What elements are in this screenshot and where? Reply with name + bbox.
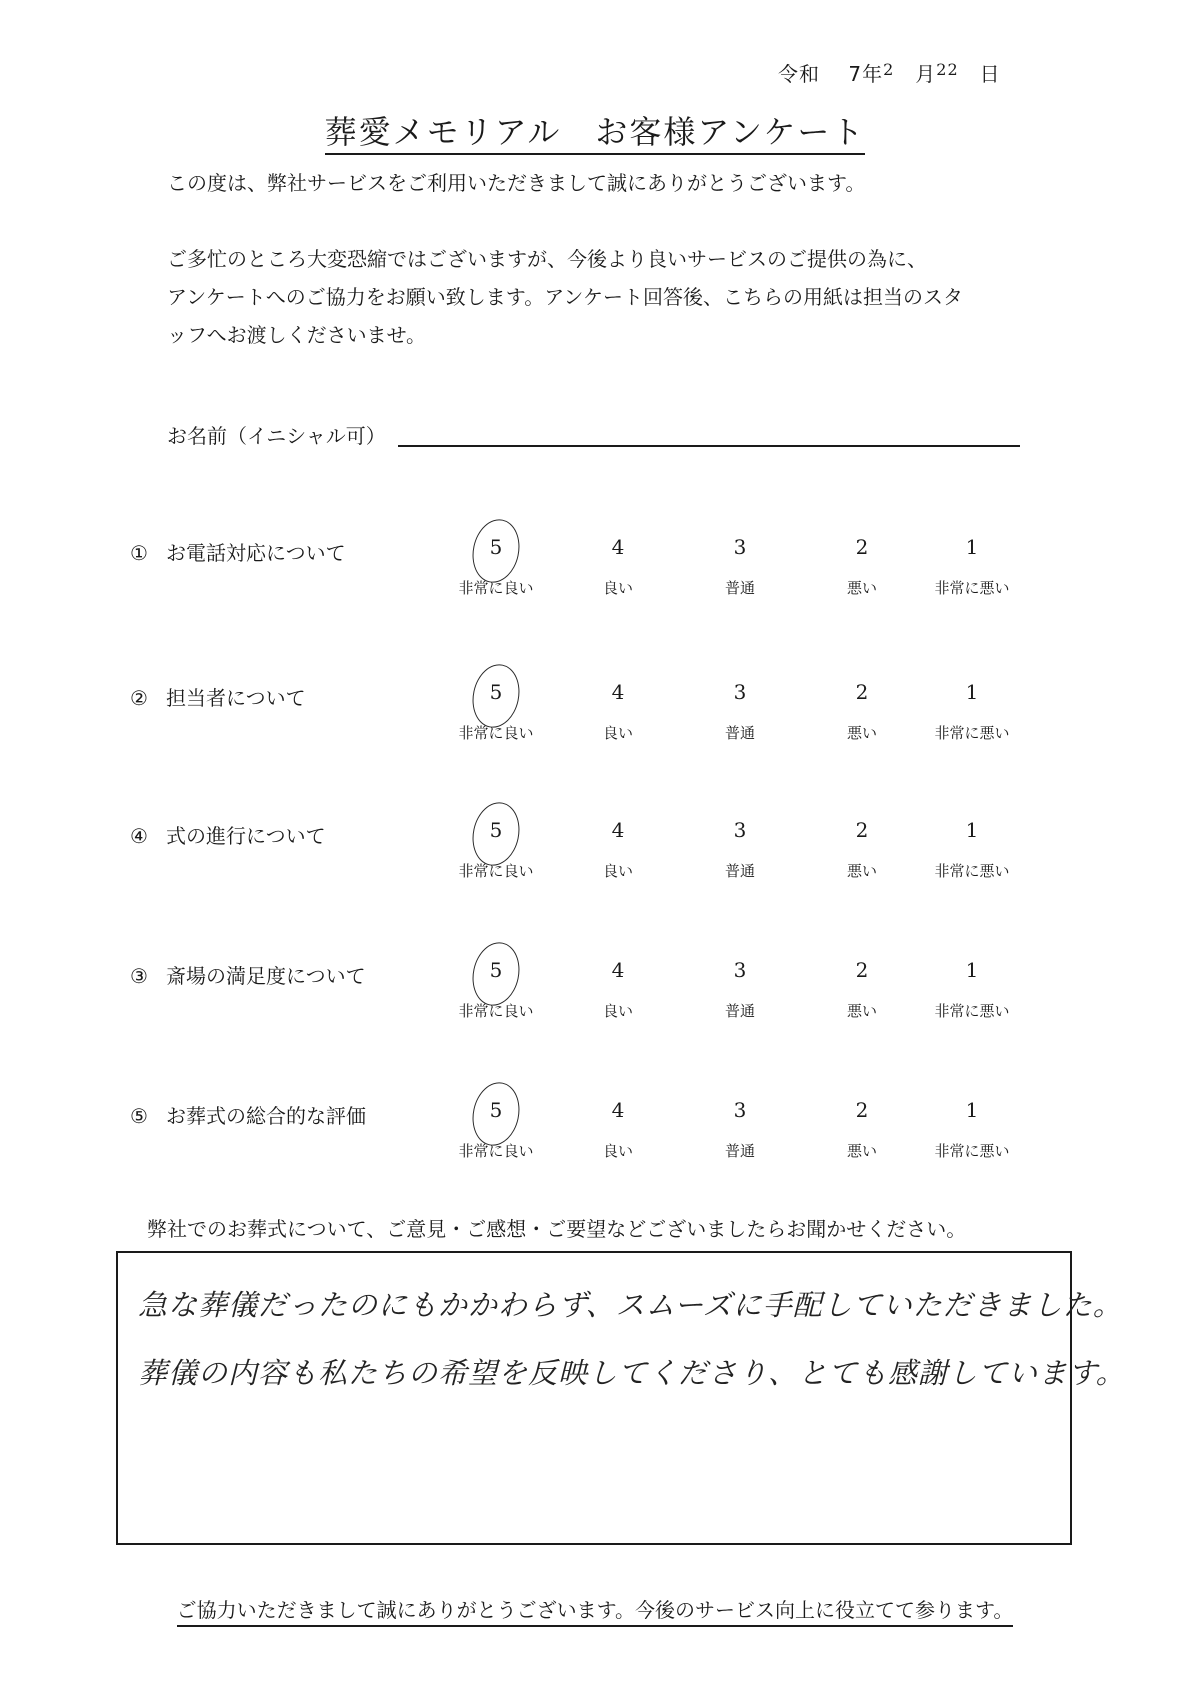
rating-caption: 非常に悪い: [934, 1002, 1010, 1020]
rating-option-2[interactable]: 2: [855, 958, 869, 982]
rating-caption: 良い: [602, 724, 633, 742]
question-label: [130, 960, 366, 989]
rating-option-1[interactable]: 1: [965, 535, 979, 559]
rating-caption: 普通: [724, 724, 755, 742]
rating-caption: 非常に悪い: [934, 862, 1010, 880]
rating-option-2[interactable]: 2: [855, 535, 869, 559]
rating-option-3[interactable]: 3: [733, 958, 747, 982]
intro-request: [167, 240, 963, 354]
rating-option-1[interactable]: 1: [965, 958, 979, 982]
date-year: 7年: [848, 62, 884, 86]
rating-caption: 悪い: [846, 1142, 877, 1160]
date-day-label: 日: [979, 62, 1001, 86]
rating-option-2[interactable]: 2: [855, 680, 869, 704]
question-number: ③: [130, 964, 148, 988]
rating-caption: 普通: [724, 862, 755, 880]
question-text: 式の進行について: [166, 824, 326, 848]
rating-option-5[interactable]: 5: [489, 680, 503, 704]
rating-caption: 非常に悪い: [934, 1142, 1010, 1160]
rating-caption: 非常に良い: [458, 1002, 534, 1020]
intro-request-line: ッフへお渡しくださいませ。: [167, 323, 426, 347]
question-label: [130, 820, 326, 849]
rating-caption: 非常に良い: [458, 724, 534, 742]
intro-request-line: ご多忙のところ大変恐縮ではございますが、今後より良いサービスのご提供の為に、: [167, 247, 927, 271]
footer-wrapper: [0, 1594, 1190, 1623]
question-text: 斎場の満足度について: [166, 964, 366, 988]
rating-caption: 悪い: [846, 862, 877, 880]
rating-option-4[interactable]: 4: [611, 535, 625, 559]
date-month-label: 月: [915, 62, 937, 86]
rating-caption: 良い: [602, 862, 633, 880]
question-number: ②: [130, 686, 148, 710]
rating-option-4[interactable]: 4: [611, 1098, 625, 1122]
survey-date: [778, 58, 1001, 87]
rating-caption: 良い: [602, 579, 633, 597]
question-number: ①: [130, 541, 148, 565]
rating-caption: 非常に悪い: [934, 724, 1010, 742]
handwritten-comment-line: 葬儀の内容も私たちの希望を反映してくださり、とても感謝しています。: [138, 1356, 1126, 1390]
date-era: 令和: [778, 62, 820, 86]
rating-option-4[interactable]: 4: [611, 958, 625, 982]
rating-option-1[interactable]: 1: [965, 818, 979, 842]
rating-caption: 良い: [602, 1142, 633, 1160]
name-label: お名前（イニシャル可）: [167, 424, 386, 448]
rating-option-3[interactable]: 3: [733, 535, 747, 559]
rating-option-1[interactable]: 1: [965, 1098, 979, 1122]
rating-caption: 普通: [724, 1142, 755, 1160]
comment-prompt: 弊社でのお葬式について、ご意見・ご感想・ご要望などございましたらお聞かせください。: [147, 1217, 967, 1241]
rating-caption: 非常に悪い: [934, 579, 1010, 597]
rating-option-5[interactable]: 5: [489, 818, 503, 842]
rating-option-4[interactable]: 4: [611, 680, 625, 704]
rating-option-5[interactable]: 5: [489, 535, 503, 559]
question-text: お葬式の総合的な評価: [166, 1104, 366, 1128]
question-label: [130, 537, 346, 566]
handwritten-comment-line: 急な葬儀だったのにもかかわらず、スムーズに手配していただきました。: [138, 1288, 1123, 1322]
rating-option-3[interactable]: 3: [733, 1098, 747, 1122]
rating-option-3[interactable]: 3: [733, 818, 747, 842]
page-title-wrapper: [0, 107, 1190, 153]
rating-option-5[interactable]: 5: [489, 958, 503, 982]
rating-option-2[interactable]: 2: [855, 1098, 869, 1122]
name-field[interactable]: [398, 445, 1020, 447]
question-text: お電話対応について: [166, 541, 346, 565]
rating-caption: 悪い: [846, 579, 877, 597]
rating-caption: 非常に良い: [458, 579, 534, 597]
rating-caption: 普通: [724, 579, 755, 597]
rating-option-4[interactable]: 4: [611, 818, 625, 842]
footer-message: ご協力いただきまして誠にありがとうございます。今後のサービス向上に役立てて参ります。: [177, 1598, 1014, 1627]
date-month-handwritten: 2: [883, 60, 895, 79]
date-day-handwritten: 22: [936, 60, 959, 79]
question-number: ⑤: [130, 1104, 148, 1128]
rating-option-1[interactable]: 1: [965, 680, 979, 704]
question-number: ④: [130, 824, 148, 848]
rating-caption: 悪い: [846, 1002, 877, 1020]
rating-caption: 非常に良い: [458, 1142, 534, 1160]
rating-option-5[interactable]: 5: [489, 1098, 503, 1122]
question-label: [130, 1100, 366, 1129]
intro-thanks: この度は、弊社サービスをご利用いただきまして誠にありがとうございます。: [167, 171, 866, 195]
rating-caption: 普通: [724, 1002, 755, 1020]
intro-request-line: アンケートへのご協力をお願い致します。アンケート回答後、こちらの用紙は担当のスタ: [167, 285, 963, 309]
rating-option-2[interactable]: 2: [855, 818, 869, 842]
page-title: 葬愛メモリアル お客様アンケート: [325, 113, 866, 155]
question-text: 担当者について: [166, 686, 306, 710]
rating-caption: 良い: [602, 1002, 633, 1020]
rating-option-3[interactable]: 3: [733, 680, 747, 704]
rating-caption: 悪い: [846, 724, 877, 742]
question-label: [130, 682, 306, 711]
rating-caption: 非常に良い: [458, 862, 534, 880]
